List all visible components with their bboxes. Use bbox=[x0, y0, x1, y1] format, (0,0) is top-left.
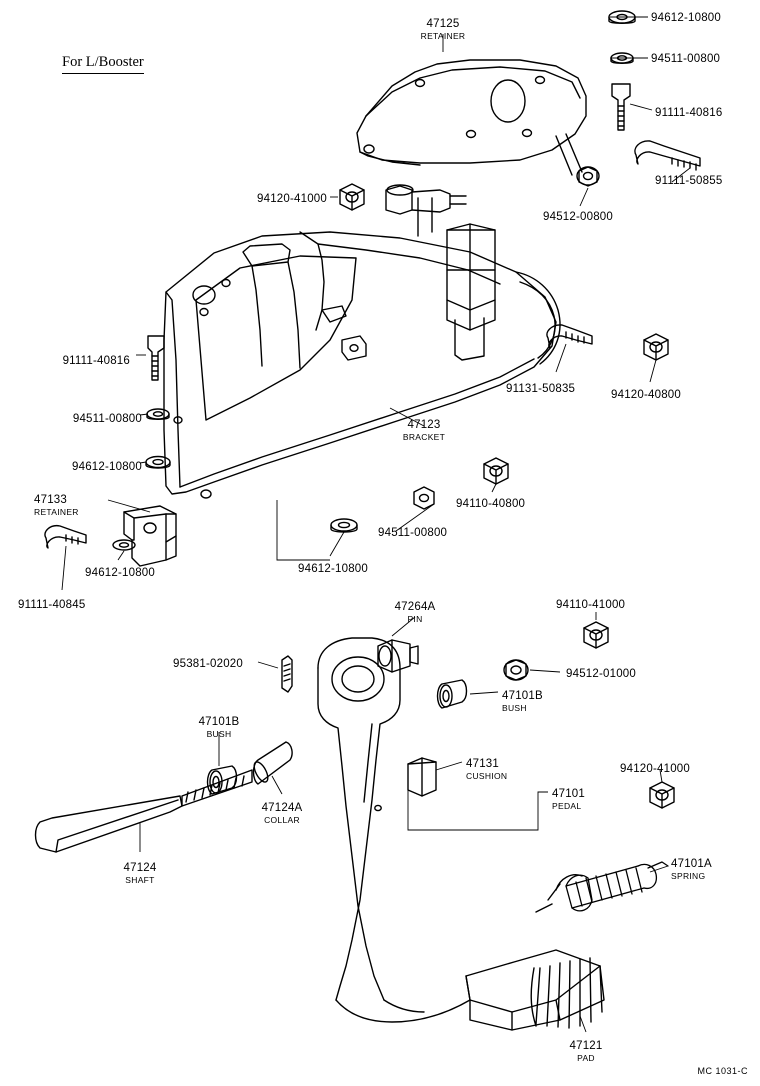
part-callout bbox=[566, 668, 636, 680]
part-callout bbox=[506, 383, 575, 395]
part-number: 94110-40800 bbox=[456, 498, 526, 510]
part-callout bbox=[466, 758, 507, 782]
part-callout bbox=[34, 494, 79, 518]
part-callout bbox=[543, 211, 613, 223]
part-callout bbox=[556, 599, 625, 611]
part-callout bbox=[18, 599, 85, 611]
part-name: SHAFT bbox=[125, 875, 155, 885]
part-number: 94511-00800 bbox=[72, 413, 142, 425]
part-name: CUSHION bbox=[466, 771, 508, 781]
part-name: RETAINER bbox=[34, 507, 79, 517]
part-name: RETAINER bbox=[420, 31, 466, 41]
part-number: 47101B bbox=[198, 716, 240, 728]
part-callout bbox=[651, 12, 721, 24]
part-name: COLLAR bbox=[264, 815, 300, 825]
part-number: 94120-41000 bbox=[257, 193, 327, 205]
part-number: 94120-41000 bbox=[620, 763, 690, 775]
part-number: 95381-02020 bbox=[173, 658, 243, 670]
part-number: 94612-10800 bbox=[298, 563, 368, 575]
part-number: 47133 bbox=[34, 494, 67, 506]
part-callout bbox=[552, 788, 585, 812]
part-callout bbox=[63, 355, 130, 367]
part-callout bbox=[570, 1040, 603, 1064]
part-callout bbox=[257, 193, 327, 205]
diagram-note: For L/Booster bbox=[62, 54, 144, 74]
part-callout bbox=[85, 567, 155, 579]
part-number: 94512-00800 bbox=[543, 211, 613, 223]
part-number: 91111-40845 bbox=[18, 599, 86, 611]
part-callout bbox=[173, 658, 243, 670]
part-number: 47101 bbox=[552, 788, 585, 800]
part-number: 91111-40816 bbox=[655, 107, 723, 119]
part-callout bbox=[72, 461, 142, 473]
part-callout bbox=[456, 498, 525, 510]
part-number: 94511-00800 bbox=[378, 527, 448, 539]
part-callout bbox=[73, 413, 142, 425]
part-number: 47125 bbox=[426, 18, 460, 30]
part-name: BUSH bbox=[206, 729, 232, 739]
part-number: 47101B bbox=[502, 690, 543, 702]
part-number: 47124 bbox=[123, 862, 157, 874]
part-callout bbox=[611, 389, 681, 401]
part-callout bbox=[124, 862, 157, 886]
part-name: PEDAL bbox=[552, 801, 582, 811]
part-number: 94511-00800 bbox=[651, 53, 721, 65]
part-callout bbox=[262, 802, 303, 826]
part-callout bbox=[671, 858, 712, 882]
part-name: PAD bbox=[577, 1053, 595, 1063]
part-name: PIN bbox=[407, 614, 423, 624]
part-callout bbox=[378, 527, 447, 539]
part-callout bbox=[298, 563, 368, 575]
part-number: 94512-01000 bbox=[566, 668, 636, 680]
part-callout bbox=[502, 690, 543, 714]
part-number: 47264A bbox=[394, 601, 436, 613]
part-number: 94612-10800 bbox=[72, 461, 142, 473]
part-number: 94120-40800 bbox=[611, 389, 681, 401]
part-callout bbox=[199, 716, 240, 740]
sheet-code: MC 1031-C bbox=[697, 1066, 748, 1076]
part-number: 47123 bbox=[407, 419, 441, 431]
part-number: 47101A bbox=[671, 858, 712, 870]
part-callout bbox=[403, 419, 445, 443]
part-number: 91111-40816 bbox=[62, 355, 130, 367]
part-callout bbox=[421, 18, 466, 42]
part-callout bbox=[651, 53, 720, 65]
part-callout bbox=[655, 175, 722, 187]
part-number: 91131-50835 bbox=[506, 383, 576, 395]
part-number: 47121 bbox=[569, 1040, 603, 1052]
part-number: 47131 bbox=[466, 758, 499, 770]
part-name: SPRING bbox=[671, 871, 706, 881]
part-number: 94612-10800 bbox=[651, 12, 721, 24]
part-callout bbox=[395, 601, 436, 625]
part-callout bbox=[655, 107, 722, 119]
part-number: 94110-41000 bbox=[556, 599, 626, 611]
part-number: 47124A bbox=[261, 802, 303, 814]
part-callout bbox=[620, 763, 690, 775]
part-name: BRACKET bbox=[402, 432, 446, 442]
part-number: 91111-50855 bbox=[655, 175, 723, 187]
part-name: BUSH bbox=[502, 703, 527, 713]
part-number: 94612-10800 bbox=[85, 567, 155, 579]
